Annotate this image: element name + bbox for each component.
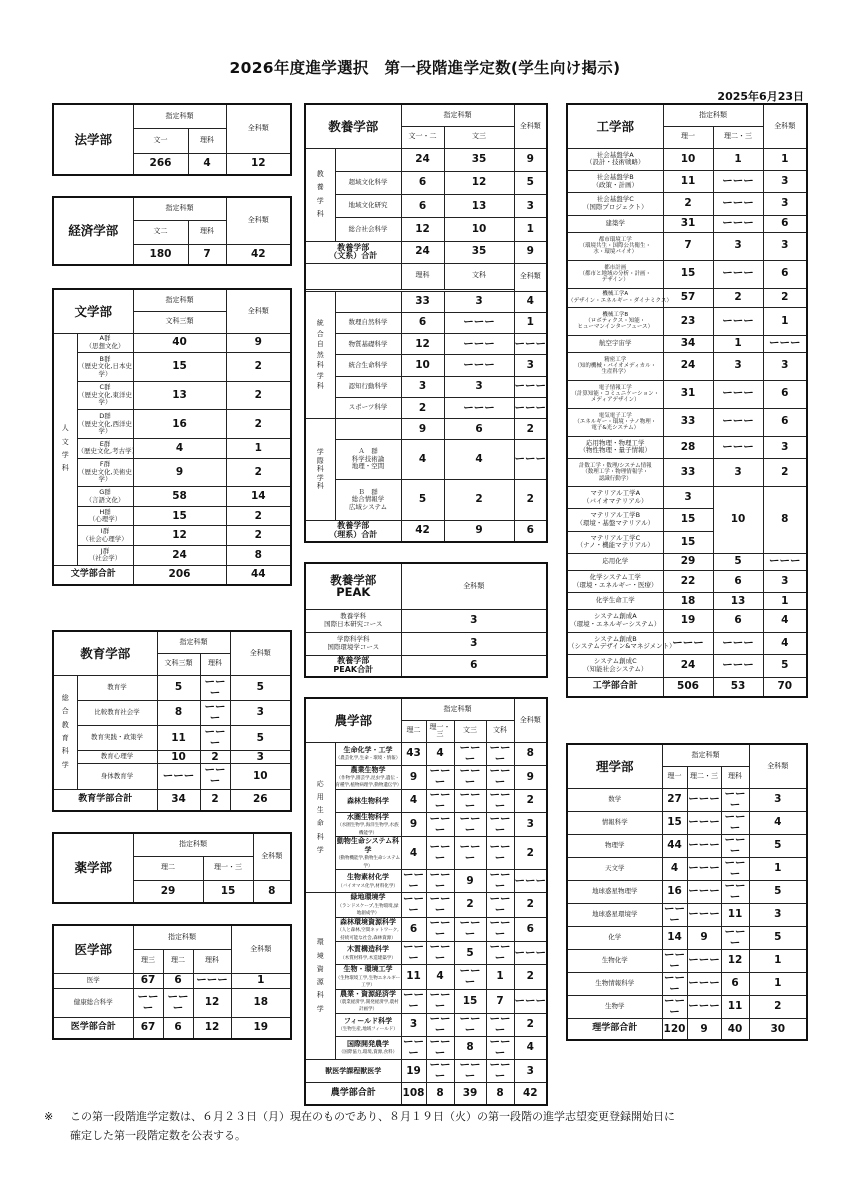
hogaku-table: 法学部 指定科類 全科類 文一 理科 266 4 12	[52, 103, 292, 176]
bungaku-name: 文学部	[53, 289, 133, 333]
igaku-table: 医学部 指定科類 全科類 理三 理二 理科 医学 67 6 ーーー 1 健康総合科学 ーーー ーーー 12 18 医学部合計 67 6 12 19	[52, 924, 292, 1040]
kyoyo-table: 教養学部 指定科類 全科類 文一・二 文三 教 養 学 科 24 35 9 超域文化科学 6 12 5 地域文化研究 6 13 3 総合社会科学 12 10 1 教養学部 （文系）合計 24 35 9 理科 文科 全科類 統 合 自 然 科 学 科 33 3 4 数理自然科学 6 ーーー 1 物質基礎科学 12 ーーー ーーー 統合生命科学 10 ーーー 3 認知行動科学 3 3 ーーー スポーツ科学 2 ーーー ーーー 学 際 科 学 科 9 6 2 Ａ 群 科学技術論 地理・空間 4 4 ーーー Ｂ 群 総合情報学 広域システム 5 2 2 教養学部 （理系）合計 42 9 6	[304, 103, 548, 543]
igaku-total-label: 医学部合計	[53, 1017, 133, 1039]
nogaku-side-label-1: 応 用 生 命 科 学	[305, 742, 335, 893]
page-title: 2026年度進学選択 第一段階進学定数(学生向け掲示)	[229, 59, 621, 77]
nogaku-side-label-2: 環 境 資 源 科 学	[305, 893, 335, 1060]
yaku-name: 薬学部	[53, 833, 133, 903]
kyoiku-side-label: 総 合 教 育 科 学	[53, 675, 77, 789]
quota-cell: 180	[133, 244, 188, 265]
nogaku-name: 農学部	[305, 698, 401, 742]
kyoyo-side-label-1: 教 養 学 科	[305, 148, 335, 241]
footnote	[44, 1108, 675, 1145]
kogaku-table: 工学部 指定科類 全科類 理一 理二・三 社会基盤学A （設計・技術戦略） 10 1 1 社会基盤学B （政策・計画） 11 ーーー 3 社会基盤学C （国際プロジェクト） 2 ーーー 3 建築学 31 ーーー 6 都市環境工学 （環境共生・国際公共衛生・ 水・環境バイオ） 7 3 3 都市計画 （都市と地域の分析・計画・ デザイン） 15 ーーー 6 機械工学A （デザイン・エネルギー・ダイナミクス） 57 2 2 機械工学B （ロボティクス・知能・ ヒューマンインターフェース） 23 ーーー 1 航空宇宙学 34 1 ーーー 精密工学 （知的機械・バイオメディカル・ 生産科学） 24 3 3 電子情報工学 （計算知能・コミュニケーション・ メディアデザイン） 31 ーーー 6 電気電子工学 （エネルギー・環境・ナノ物理・ 電子&光システム） 33 ーーー 6 応用物理・物理工学 （物性物理・量子情報） 28 ーーー 3 計数工学・数理/システム情報 （数理工学・物理情報学・ 認識行動学） 33 3 2 マテリアル工学A （バイオマテリアル） 3 10 8 マテリアル工学B （環境・基盤マテリアル） 15 マテリアル工学C （ナノ・機能マテリアル） 15 応用化学 29 5 ーーー 化学システム工学 （環境・エネルギー・医療） 22 6 3 化学生命工学 18 13 1 システム創成A （環境・エネルギーシステム） 19 6 4 システム創成B （システムデザイン&マネジメント） ーーー ーーー 4 システム創成C （知能社会システム） 24 ーーー 5 工学部合計 506 53 70	[566, 103, 808, 698]
peak-name: 教養学部 PEAK	[305, 563, 401, 609]
kyoiku-name: 教育学部	[53, 631, 157, 675]
note-mark: ※	[44, 1110, 54, 1123]
keizai-name: 経済学部	[53, 197, 133, 265]
bungaku-side-label: 人 文 学 科	[53, 333, 77, 565]
quota-cell: 7	[188, 244, 226, 265]
rigaku-name: 理学部	[567, 744, 662, 788]
keizai-table: 経済学部 指定科類 全科類 文二 理科 180 7 42	[52, 196, 292, 266]
peak-total-label: 教養学部 PEAK合計	[305, 655, 401, 677]
bungaku-table: 文学部 指定科類 全科類 文科三類 人 文 学 科 A群 （思想文化） 40 9 B群 （歴史文化,日本史 学） 15 2 C群 （歴史文化,東洋史 学） 13 2 D群 （歴史文化,西洋史 学） 16 2 E群 （歴史文化,考古学） 4 1 F群 （歴史文化,美術史 学） 9 2 G群 （言語文化） 58 14 H群 （心理学） 15 2 I群 （社会心理学） 12 2 J群 （社会学） 24 8 文学部合計 206 44	[52, 288, 292, 586]
rigaku-total-label: 理学部合計	[567, 1018, 662, 1040]
kyoyo-name: 教養学部	[305, 104, 401, 148]
quota-cell: 12	[226, 153, 291, 175]
note-line-1: この第一段階進学定数は、６月２３日（月）現在のものであり、８月１９日（火）の第一段階の進学志望変更登録開始日に	[70, 1110, 675, 1123]
nogaku-total-label: 農学部合計	[305, 1083, 401, 1105]
quota-cell: 266	[133, 153, 188, 175]
kyoiku-table: 教育学部 指定科類 全科類 文科三類 理科 総 合 教 育 科 学 教育学 5 ーーー 5 比較教育社会学 8 ーーー 3 教育実践・政策学 11 ーーー 5 教育心理学 10 2 3 身体教育学 ーーー ーーー 10 教育学部合計 34 2 26	[52, 630, 292, 812]
igaku-name: 医学部	[53, 925, 133, 973]
quota-cell: 4	[188, 153, 226, 175]
rigaku-table: 理学部 指定科類 全科類 理一 理二・三 理科 数学 27 ーーー ーーー 3 情報科学 15 ーーー ーーー 4 物理学 44 ーーー ーーー 5 天文学 4 ーーー ーーー 1 地球惑星物理学 16 ーーー ーーー 5 地球惑星環境学 ーーー ーーー 11 3 化学 14 9 ーーー 5 生物化学 ーーー ーーー 12 1 生物情報科学 ーーー ーーー 6 1 生物学 ーーー ーーー 11 2 理学部合計 120 9 40 30	[566, 743, 808, 1041]
kyoyo-bunkei-total-label: 教養学部 （文系）合計	[305, 241, 401, 263]
kogaku-name: 工学部	[567, 104, 663, 148]
kyoyo-side-label-2: 統 合 自 然 科 学 科	[305, 291, 335, 419]
kyoiku-total-label: 教育学部合計	[53, 789, 157, 811]
nogaku-table: 農学部 指定科類 全科類 理二 理一・三 文三 文科 応 用 生 命 科 学 生命化学・工学 （農芸化学,生命・環境・情報） 43 4 ーーー ーーー 8 農業生物学 （作物学,園芸学,昆虫学,遺伝・育種学,植物病理学,動物遺伝学） 9 ーーー ーーー ーーー 9 森林生物科学 4 ーーー ーーー ーーー 2 水圏生物科学 （水圏生物学,海洋生物学,水族機能学） 9 ーーー ーーー ーーー 3 動物生命システム科学 （動物機能学,動物生命システム学） 4 ーーー ーーー ーーー 2 生物素材化学 （バイオマス化学,材料化学） ーーー ーーー 9 ーーー ーーー 環 境 資 源 科 学 緑地環境学 （ランドスケープ,生物環境,緑地創成学） ーーー ーーー 2 ーーー 2 森林環境資源科学 （人と森林,空間ネットワーク,持続可能な社会,森林資源） 6 ーーー ーーー ーーー 6 木質構造科学 （木質材料学,木造建築学） ーーー ーーー 5 ーーー ーーー 生物・環境工学 （生物環境工学,生物エネルギー工学） 11 4 ーーー 1 2 農業・資源経済学 （農業経済学,開発経済学,農村計画学） ーーー ーーー 15 7 ーーー フィールド科学 （生物生産,地域フィールド） 3 ーーー ーーー ーーー 2 国際開発農学 （国際協力,環境,資源,食料） ーーー ーーー 8 ーーー 4 獣医学課程獣医学 19 ーーー ーーー ーーー 3 農学部合計 108 8 39 8 42	[304, 697, 548, 1106]
kyoyo-side-label-3: 学 際 科 学 科	[305, 419, 335, 520]
peak-table: 教養学部 PEAK 全科類 教養学科 国際日本研究コース 3 学際科学科 国際環境学コース 3 教養学部 PEAK合計 6	[304, 562, 548, 678]
quota-cell: 42	[226, 244, 291, 265]
yaku-table: 薬学部 指定科類 全科類 理二 理一・三 29 15 8	[52, 832, 292, 904]
note-line-2: 確定した第一段階定数を公表する。	[70, 1128, 246, 1142]
posting-date: 2025年6月23日	[717, 90, 804, 103]
bungaku-total-label: 文学部合計	[53, 565, 133, 585]
kogaku-total-label: 工学部合計	[567, 677, 663, 697]
kyoyo-rikei-total-label: 教養学部 （理系）合計	[305, 520, 401, 542]
hogaku-name: 法学部	[53, 104, 133, 175]
